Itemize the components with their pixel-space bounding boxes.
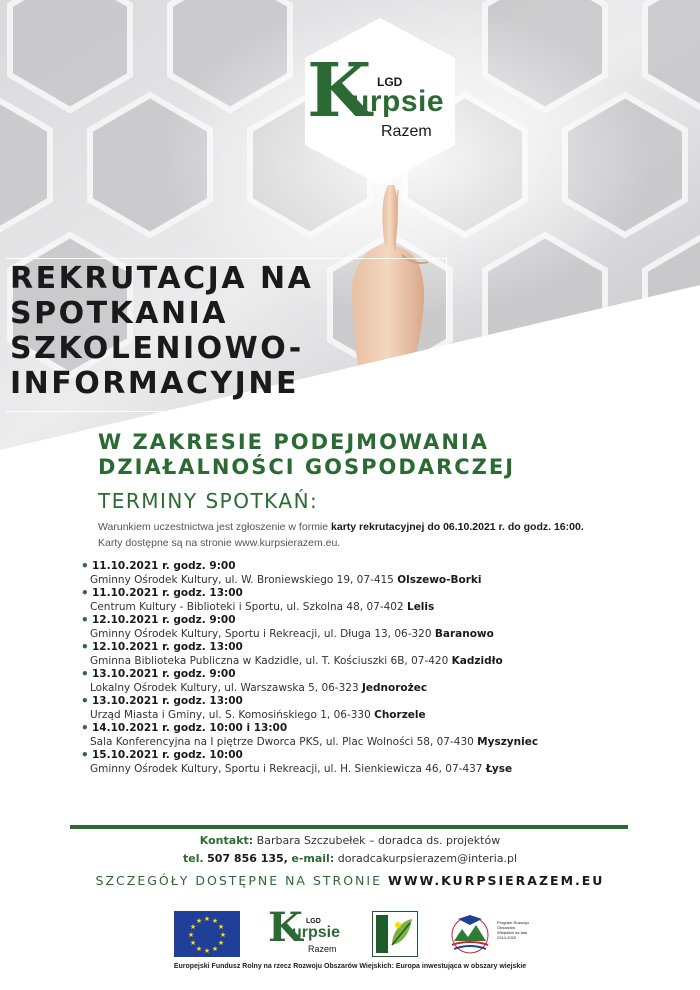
lgd-small-k: K: [268, 904, 303, 951]
svg-text:★: ★: [195, 945, 203, 953]
page-title-line-4: INFORMACYJNE: [10, 366, 299, 401]
meeting-date: • 12.10.2021 r. godz. 9:00: [92, 614, 236, 626]
contact-person: Barbara Szczubełek – doradca ds. projektów: [256, 834, 501, 847]
section-divider: [70, 825, 628, 829]
svg-text:★: ★: [203, 915, 211, 923]
meeting-place: Gminna Biblioteka Publiczna w Kadzidle, ul. T. Kościuszki 6B, 07-420 Kadzidło: [90, 655, 503, 667]
list-item: [80, 749, 640, 776]
tel-number: 507 856 135,: [207, 852, 288, 865]
svg-text:★: ★: [189, 939, 197, 947]
leader-logo-icon: [372, 911, 418, 957]
page-title-line-2: SPOTKANIA: [10, 296, 229, 331]
meeting-place: Gminny Ośrodek Kultury, ul. W. Broniewskiego 19, 07-415 Olszewo-Borki: [90, 574, 482, 586]
lgd-small-subname: Razem: [308, 944, 337, 954]
meeting-date: • 13.10.2021 r. godz. 13:00: [92, 695, 243, 707]
list-item: [80, 641, 640, 668]
meeting-place: Gminny Ośrodek Kultury, Sportu i Rekreacji, ul. Długa 13, 06-320 Baranowo: [90, 628, 494, 640]
terms-note-deadline: karty rekrutacyjnej do 06.10.2021 r. do godz. 16:00.: [331, 521, 584, 533]
meeting-city: Kadzidło: [451, 655, 503, 667]
lgd-logo-k-mark: K: [307, 48, 372, 134]
lgd-small-prefix: LGD: [306, 918, 321, 925]
subtitle-line-1: W ZAKRESIE PODEJMOWANIA: [98, 430, 490, 454]
meeting-city: Chorzele: [374, 709, 426, 721]
list-item: [80, 695, 640, 722]
lgd-logo-prefix: LGD: [377, 75, 403, 89]
list-item: [80, 722, 640, 749]
details-prefix: SZCZEGÓŁY DOSTĘPNE NA STRONIE: [95, 873, 382, 888]
meeting-place: Gminny Ośrodek Kultury, Sportu i Rekreacji, ul. H. Sienkiewicza 46, 07-437 Łyse: [90, 763, 513, 775]
meeting-date: • 14.10.2021 r. godz. 10:00 i 13:00: [92, 722, 287, 734]
meeting-city: Lelis: [407, 601, 435, 613]
prow-logo-text: Program Rozwoju Obszarów Wiejskich na lata 2014-2020: [497, 920, 529, 940]
page-title-line-1: REKRUTACJA NA: [10, 261, 314, 296]
contact-label: Kontakt:: [199, 834, 254, 847]
subtitle-line-2: DZIAŁALNOŚCI GOSPODARCZEJ: [98, 455, 516, 479]
svg-text:★: ★: [211, 945, 219, 953]
list-item: [80, 668, 640, 695]
svg-text:★: ★: [217, 923, 225, 931]
meeting-date: • 15.10.2021 r. godz. 10:00: [92, 749, 243, 761]
contact-line-2: [0, 852, 700, 865]
list-item: [80, 614, 640, 641]
email-link[interactable]: doradcakurpsierazem@interia.pl: [337, 852, 518, 865]
svg-text:★: ★: [195, 917, 203, 925]
meeting-place: Urząd Miasta i Gminy, ul. S. Komosińskiego 1, 06-330 Chorzele: [90, 709, 426, 721]
svg-text:★: ★: [203, 947, 211, 955]
meeting-city: Olszewo-Borki: [397, 574, 482, 586]
eu-flag-icon: [174, 911, 240, 957]
funding-caption: Europejski Fundusz Rolny na rzecz Rozwoju Obszarów Wiejskich: Europa inwestująca w obszary wiejskie: [173, 963, 527, 970]
terms-heading: TERMINY SPOTKAŃ:: [98, 489, 319, 513]
list-item: [80, 587, 640, 614]
funding-logos: [0, 904, 700, 963]
page-title-line-3: SZKOLENIOWO-: [10, 331, 304, 366]
terms-note-prefix: Warunkiem uczestnictwa jest zgłoszenie w formie: [98, 521, 332, 533]
lgd-logo: [305, 48, 455, 155]
svg-text:★: ★: [189, 923, 197, 931]
list-item: [80, 560, 640, 587]
svg-text:★: ★: [217, 939, 225, 947]
svg-text:★: ★: [219, 931, 227, 939]
meeting-city: Łyse: [485, 763, 513, 775]
meeting-city: Myszyniec: [477, 736, 539, 748]
meetings-list: [80, 560, 640, 776]
lgd-small-name: urpsie: [292, 924, 341, 941]
meeting-date: • 11.10.2021 r. godz. 9:00: [92, 560, 236, 572]
email-label: e-mail:: [291, 852, 335, 865]
meeting-date: • 12.10.2021 r. godz. 13:00: [92, 641, 243, 653]
meeting-place: Centrum Kultury - Biblioteki i Sportu, ul. Szkolna 48, 07-402 Lelis: [90, 601, 435, 613]
lgd-logo-small: [268, 904, 348, 958]
terms-note-line-1: [98, 521, 584, 533]
meeting-date: • 13.10.2021 r. godz. 9:00: [92, 668, 236, 680]
svg-text:★: ★: [187, 931, 195, 939]
details-line: [0, 873, 700, 888]
meeting-city: Baranowo: [434, 628, 494, 640]
contact-line-1: [0, 834, 700, 847]
meeting-place: Sala Konferencyjna na I piętrze Dworca PKS, ul. Plac Wolności 58, 07-430 Myszyniec: [90, 736, 539, 748]
svg-text:★: ★: [211, 917, 219, 925]
website-link[interactable]: WWW.KURPSIERAZEM.EU: [387, 873, 605, 888]
lgd-logo-subname: Razem: [381, 123, 432, 140]
meeting-date: • 11.10.2021 r. godz. 13:00: [92, 587, 243, 599]
prow-logo-icon: [448, 911, 498, 957]
terms-note-line-2: Karty dostępne są na stronie www.kurpsierazem.eu.: [98, 537, 341, 549]
lgd-logo-name: urpsie: [351, 85, 445, 118]
meeting-place: Lokalny Ośrodek Kultury, ul. Warszawska 5, 06-323 Jednorożec: [90, 682, 428, 694]
tel-label: tel.: [182, 852, 204, 865]
meeting-city: Jednorożec: [361, 682, 428, 694]
